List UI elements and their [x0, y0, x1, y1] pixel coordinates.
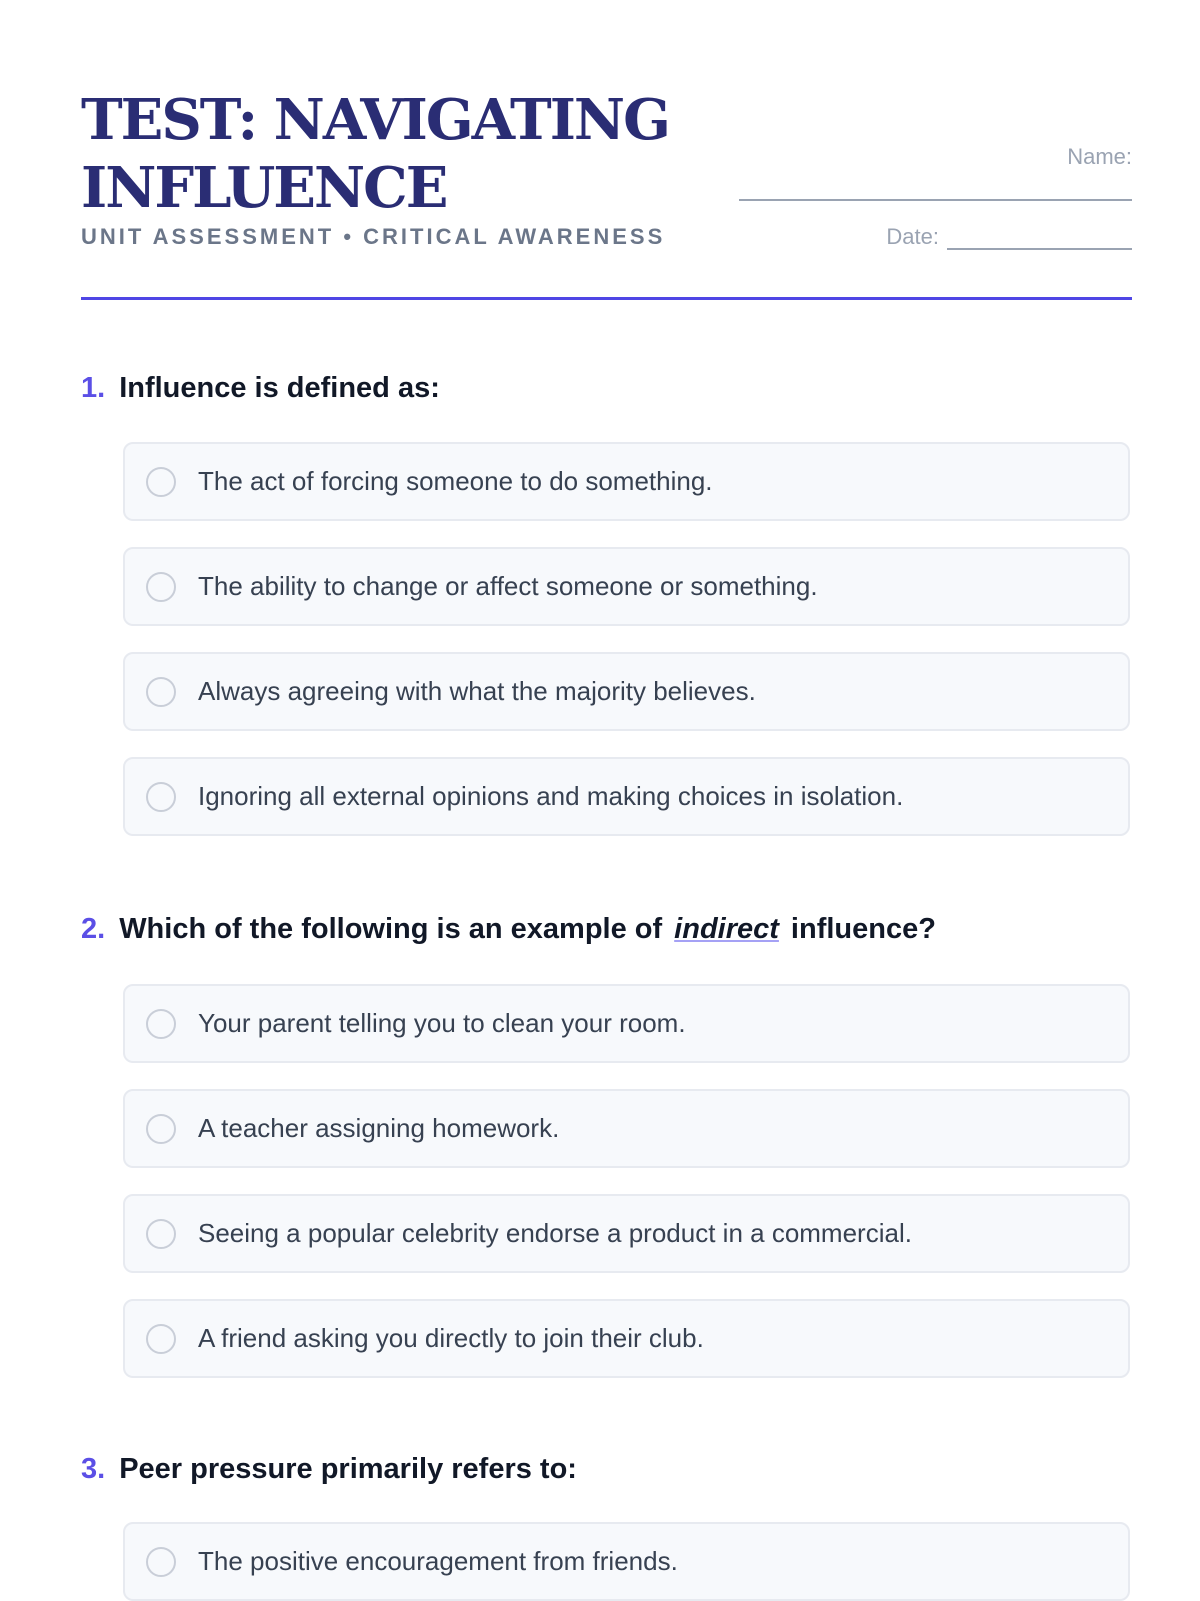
question-heading [81, 913, 1132, 953]
option-text: Ignoring all external opinions and making choices in isolation. [198, 781, 904, 811]
answer-option[interactable] [123, 1522, 1130, 1601]
date-row [886, 224, 1132, 250]
option-text: A friend asking you directly to join their club. [198, 1323, 704, 1353]
question-text: Influence is defined as: [119, 372, 440, 404]
radio-icon[interactable] [146, 677, 176, 707]
radio-icon[interactable] [146, 1009, 176, 1039]
question-text: Peer pressure primarily refers to: [119, 1453, 577, 1485]
option-text: Your parent telling you to clean your room. [198, 1008, 686, 1038]
question-2 [81, 913, 1132, 1383]
answer-option[interactable] [123, 757, 1130, 836]
answer-option[interactable] [123, 547, 1130, 626]
option-text: A teacher assigning homework. [198, 1113, 560, 1143]
question-number: 3. [81, 1453, 106, 1485]
test-title: TEST: NAVIGATING INFLUENCE [81, 87, 669, 221]
radio-icon[interactable] [146, 1219, 176, 1249]
option-text: Always agreeing with what the majority believes. [198, 676, 756, 706]
question-number: 2. [81, 913, 106, 945]
option-text: Seeing a popular celebrity endorse a product in a commercial. [198, 1218, 912, 1248]
radio-icon[interactable] [146, 467, 176, 497]
question-heading [81, 372, 1132, 412]
radio-icon[interactable] [146, 1324, 176, 1354]
radio-icon[interactable] [146, 572, 176, 602]
test-subtitle: UNIT ASSESSMENT • CRITICAL AWARENESS [81, 224, 666, 249]
date-field[interactable] [947, 226, 1132, 250]
answer-option[interactable] [123, 1089, 1130, 1168]
option-text: The act of forcing someone to do something. [198, 466, 713, 496]
option-text: The ability to change or affect someone or something. [198, 571, 818, 601]
question-text-end: influence? [790, 913, 936, 945]
question-number: 1. [81, 372, 106, 404]
radio-icon[interactable] [146, 782, 176, 812]
question-1 [81, 372, 1132, 842]
question-text: Which of the following is an example of [119, 913, 663, 945]
answer-option[interactable] [123, 1194, 1130, 1273]
header-divider [81, 297, 1132, 300]
name-field[interactable] [739, 199, 1132, 201]
question-emphasis: indirect [674, 913, 779, 945]
answer-option[interactable] [123, 652, 1130, 731]
radio-icon[interactable] [146, 1114, 176, 1144]
question-heading [81, 1453, 1132, 1493]
name-label: Name: [1067, 144, 1132, 169]
answer-option[interactable] [123, 442, 1130, 521]
radio-icon[interactable] [146, 1547, 176, 1577]
answer-option[interactable] [123, 1299, 1130, 1378]
date-label: Date: [886, 224, 939, 249]
option-text: The positive encouragement from friends. [198, 1546, 678, 1576]
answer-option[interactable] [123, 984, 1130, 1063]
question-3 [81, 1453, 1132, 1600]
